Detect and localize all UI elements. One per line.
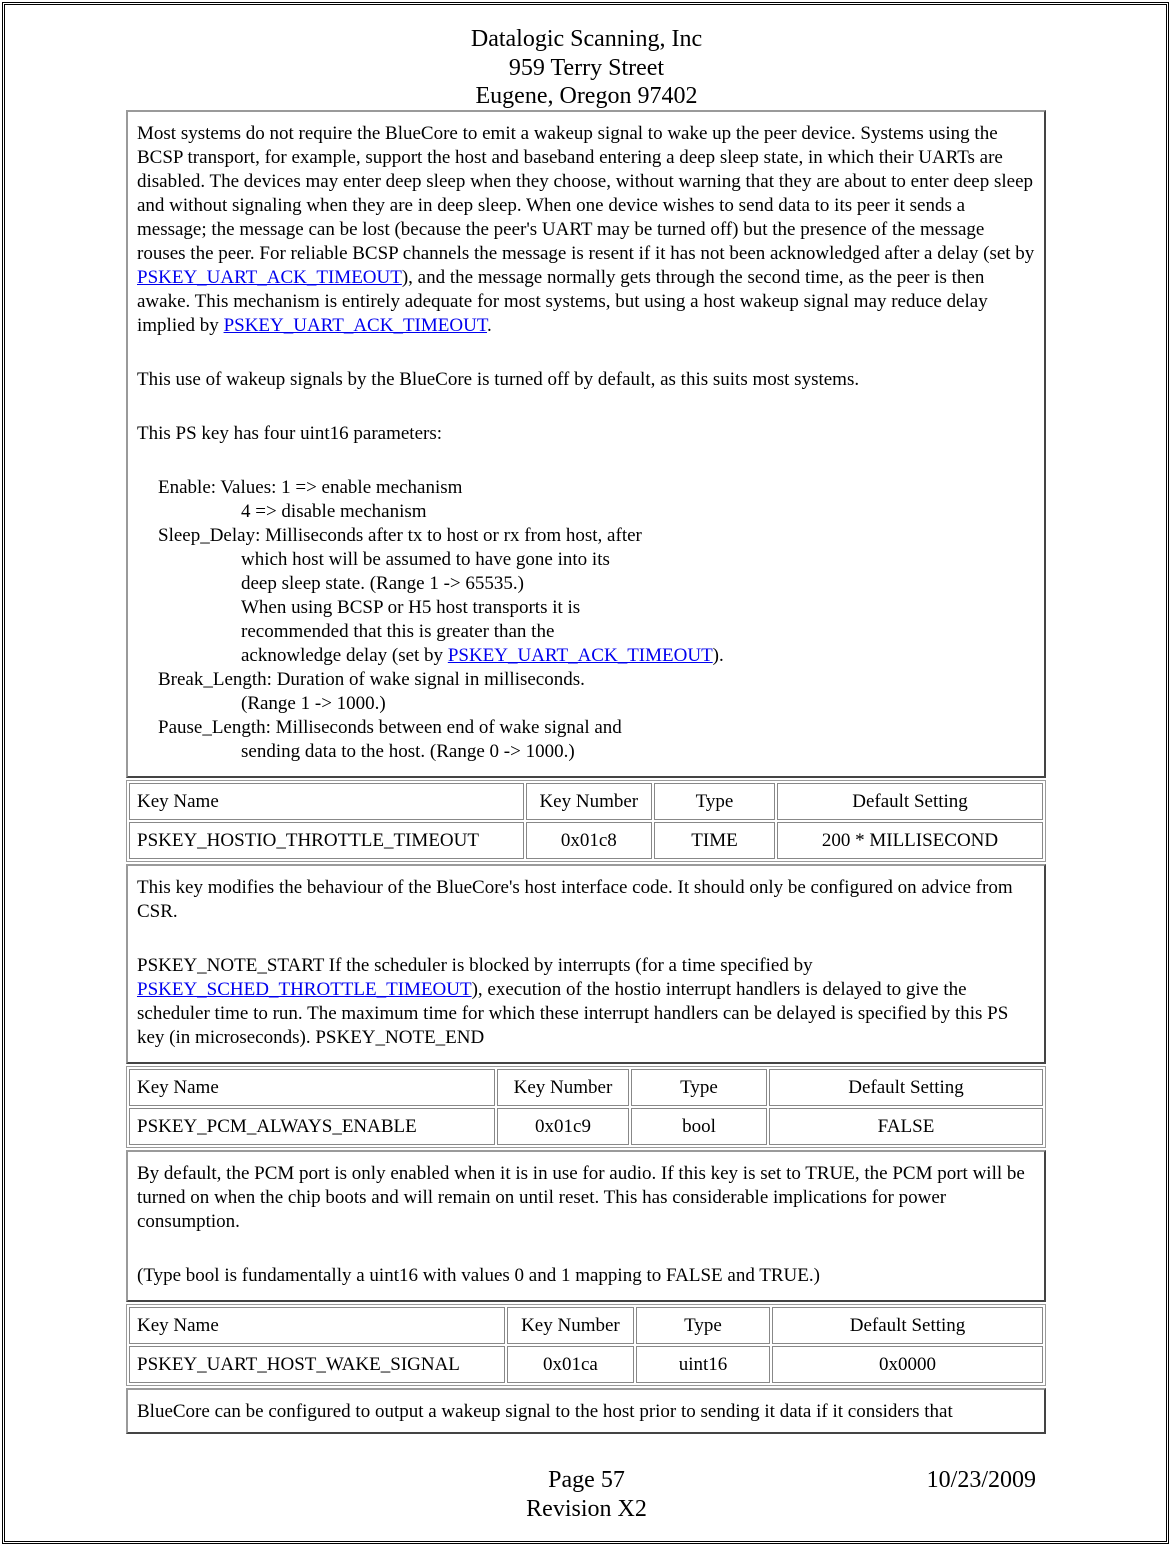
key-note-text-b: ), execution of the hostio interrupt handlers is delayed to give the scheduler time to run. The maximum time for which these interrupt handlers can be delayed is specified by this PS key (in microseconds). PSKEY_NOTE_END [137, 979, 1009, 1048]
param-sleep-cont-2: deep sleep state. (Range 1 -> 65535.) [241, 573, 524, 594]
col-default-setting: Default Setting [772, 1307, 1043, 1344]
col-key-name: Key Name [129, 783, 524, 820]
link-uart-ack-timeout-3[interactable]: PSKEY_UART_ACK_TIMEOUT [447, 645, 713, 666]
page-number: Page 57 [548, 1467, 625, 1493]
col-type: Type [636, 1307, 770, 1344]
param-break-length: Break_Length: Duration of wake signal in milliseconds. [158, 669, 585, 690]
parameter-list [158, 476, 1035, 764]
param-sleep-delay: Sleep_Delay: Milliseconds after tx to host or rx from host, after [158, 525, 642, 546]
key-type: uint16 [636, 1346, 770, 1383]
param-sleep-cont-3: When using BCSP or H5 host transports it is [241, 597, 581, 618]
param-break-cont: (Range 1 -> 1000.) [241, 693, 386, 714]
key-table-uart-host-wake-signal [126, 1304, 1046, 1386]
table-row [129, 822, 1043, 859]
key-number: 0x01c9 [497, 1108, 629, 1145]
intro-paragraph-2: This use of wakeup signals by the BlueCore is turned off by default, as this suits most systems. [137, 369, 860, 390]
col-key-number: Key Number [507, 1307, 634, 1344]
key-description-paragraph: By default, the PCM port is only enabled when it is in use for audio. If this key is set to TRUE, the PCM port will be turned on when the chip boots and will remain on until reset. This has considerable implications for power consumption. [137, 1163, 1025, 1232]
param-pause-cont: sending data to the host. (Range 0 -> 1000.) [241, 741, 575, 762]
param-enable-cont: 4 => disable mechanism [241, 501, 427, 522]
footer-date: 10/23/2009 [926, 1467, 1036, 1493]
key-default: FALSE [769, 1108, 1043, 1145]
intro-text-c: . [487, 315, 492, 336]
key-default: 200 * MILLISECOND [777, 822, 1043, 859]
key-name: PSKEY_UART_HOST_WAKE_SIGNAL [129, 1346, 505, 1383]
key-type-note: (Type bool is fundamentally a uint16 with values 0 and 1 mapping to FALSE and TRUE.) [137, 1265, 820, 1286]
key-table-pcm-always-enable [126, 1066, 1046, 1148]
key-name: PSKEY_HOSTIO_THROTTLE_TIMEOUT [129, 822, 524, 859]
col-default-setting: Default Setting [769, 1069, 1043, 1106]
intro-text-b: ), and the message normally gets through the second time, as the peer is then awake. This mechanism is entirely adequate for most systems, but using a host wakeup signal may reduce delay implied by [137, 267, 988, 336]
param-pause-length: Pause_Length: Milliseconds between end of wake signal and [158, 717, 622, 738]
col-type: Type [631, 1069, 767, 1106]
key-name: PSKEY_PCM_ALWAYS_ENABLE [129, 1108, 495, 1145]
key-description-pcm-always-enable [126, 1150, 1046, 1302]
intro-text-a: Most systems do not require the BlueCore to emit a wakeup signal to wake up the peer device. Systems using the BCSP transport, for example, support the host and baseband entering a deep sleep state, in which their UARTs are disabled. The devices may enter deep sleep when they choose, without warning that they are about to enter deep sleep and without signaling when they are in deep sleep. When one device wishes to send data to its peer it sends a message; the message can be lost (because the peer's UART may be turned off) but the presence of the message rouses the peer. For reliable BCSP channels the message is resent if it has not been acknowledged after a delay (set by [137, 123, 1035, 264]
table-header-row [129, 1307, 1043, 1344]
col-key-number: Key Number [497, 1069, 629, 1106]
col-key-number: Key Number [526, 783, 652, 820]
param-enable: Enable: Values: 1 => enable mechanism [158, 477, 463, 498]
param-sleep-text: acknowledge delay (set by [241, 645, 448, 666]
link-uart-ack-timeout[interactable]: PSKEY_UART_ACK_TIMEOUT [137, 267, 402, 288]
key-description-paragraph: BlueCore can be configured to output a wakeup signal to the host prior to sending it data if it considers that [137, 1401, 953, 1422]
key-table-hostio-throttle [126, 780, 1046, 862]
company-street: 959 Terry Street [508, 54, 665, 81]
intro-description [126, 110, 1046, 778]
revision: Revision X2 [526, 1495, 647, 1522]
col-default-setting: Default Setting [777, 783, 1043, 820]
col-key-name: Key Name [129, 1069, 495, 1106]
key-number: 0x01c8 [526, 822, 652, 859]
key-description-uart-host-wake-signal [126, 1388, 1046, 1434]
table-row [129, 1346, 1043, 1383]
intro-paragraph-1 [137, 122, 1035, 338]
param-sleep-text-end: ). [712, 645, 724, 666]
company-city: Eugene, Oregon 97402 [475, 83, 698, 109]
key-type: bool [631, 1108, 767, 1145]
page-header [0, 25, 1173, 111]
key-type: TIME [654, 822, 775, 859]
document-body [126, 110, 1046, 1436]
key-description-hostio-throttle [126, 864, 1046, 1064]
param-sleep-cont-5 [158, 644, 1035, 668]
key-description-paragraph: This key modifies the behaviour of the BlueCore's host interface code. It should only be configured on advice from CSR. [137, 877, 1013, 922]
key-number: 0x01ca [507, 1346, 634, 1383]
param-sleep-cont-1: which host will be assumed to have gone into its [241, 549, 610, 570]
company-name: Datalogic Scanning, Inc [470, 26, 703, 52]
param-sleep-cont-4: recommended that this is greater than the [241, 621, 555, 642]
table-header-row [129, 1069, 1043, 1106]
table-header-row [129, 783, 1043, 820]
key-note-text-a: PSKEY_NOTE_START If the scheduler is blocked by interrupts (for a time specified by [137, 955, 813, 976]
col-type: Type [654, 783, 775, 820]
key-note-paragraph [137, 954, 1035, 1050]
link-sched-throttle-timeout[interactable]: PSKEY_SCHED_THROTTLE_TIMEOUT [137, 979, 472, 1000]
col-key-name: Key Name [129, 1307, 505, 1344]
intro-paragraph-3: This PS key has four uint16 parameters: [137, 423, 443, 444]
key-default: 0x0000 [772, 1346, 1043, 1383]
link-uart-ack-timeout-2[interactable]: PSKEY_UART_ACK_TIMEOUT [223, 315, 488, 336]
table-row [129, 1108, 1043, 1145]
